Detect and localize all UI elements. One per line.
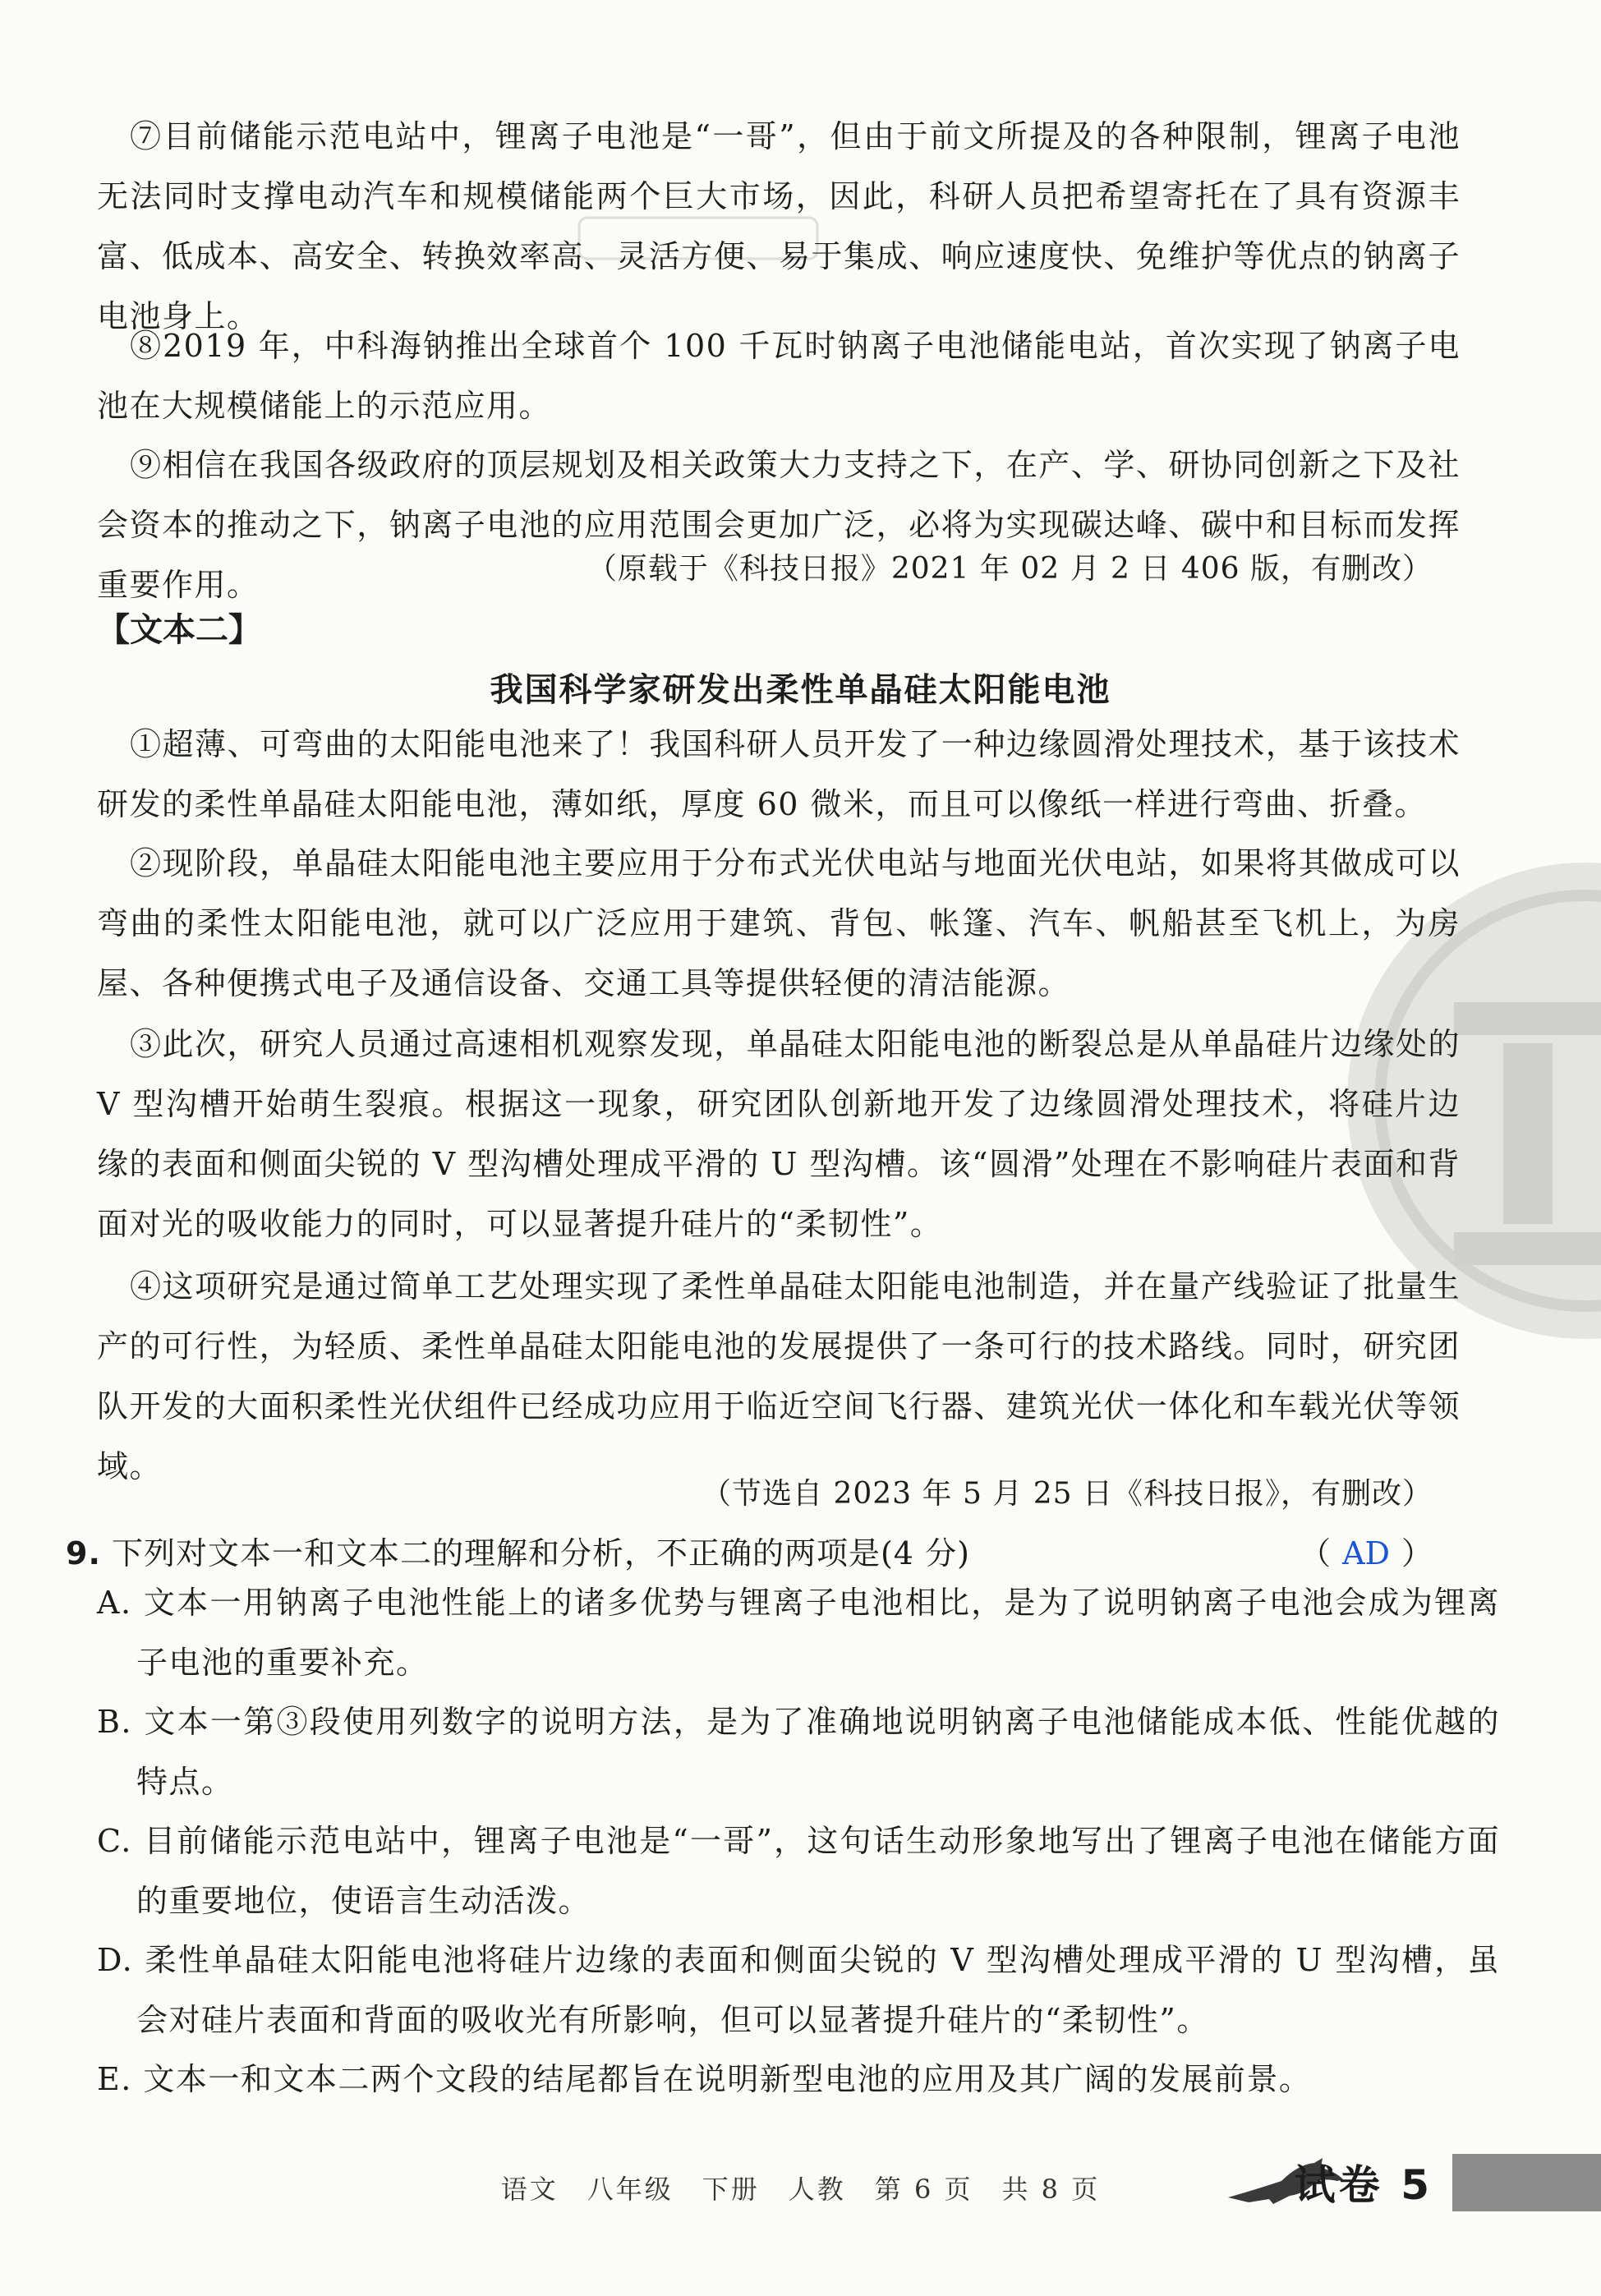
paragraph-t2-4: ④这项研究是通过简单工艺处理实现了柔性单晶硅太阳能电池制造，并在量产线验证了批量生产的可行性，为轻质、柔性单晶硅太阳能电池的发展提供了一条可行的技术路线。同时，研究团队开发的大面积柔性光伏组件已经成功应用于临近空间飞行器、建筑光伏一体化和车载光伏等领域。 <box>97 1268 1461 1484</box>
answer-box <box>1300 1528 1433 1573</box>
answer-close: ） <box>1401 1535 1433 1571</box>
paragraph-9: ⑨相信在我国各级政府的顶层规划及相关政策大力支持之下，在产、学、研协同创新之下及社会资本的推动之下，钠离子电池的应用范围会更加广泛，必将为实现碳达峰、碳中和目标而发挥重要作用。 <box>97 447 1461 603</box>
source-citation-2: （节选自 2023 年 5 月 25 日《科技日报》，有删改） <box>702 1477 1433 1511</box>
article-title: 我国科学家研发出柔性单晶硅太阳能电池 <box>490 671 1111 709</box>
page-footer: 语文 八年级 下册 人教 第 6 页 共 8 页 <box>500 2174 1101 2205</box>
paragraph-t2-3: ③此次，研究人员通过高速相机观察发现，单晶硅太阳能电池的断裂总是从单晶硅片边缘处的 V 型沟槽开始萌生裂痕。根据这一现象，研究团队创新地开发了边缘圆滑处理技术，将硅片边缘的表面和侧面尖锐的 V 型沟槽处理成平滑的 U 型沟槽。该“圆滑”处理在不影响硅片表面和背面对光的吸收能力的同时，可以显著提升硅片的“柔韧性”。 <box>97 1026 1461 1242</box>
option-b: B. 文本一第③段使用列数字的说明方法，是为了准确地说明钠离子电池储能成本低、性能优越的特点。 <box>97 1704 1500 1800</box>
question-text: 下列对文本一和文本二的理解和分析，不正确的两项是(4 分) <box>111 1535 970 1571</box>
badge-bar <box>1452 2154 1601 2211</box>
answer-value: AD <box>1342 1535 1390 1571</box>
answer-open: （ <box>1300 1535 1332 1571</box>
question-9 <box>66 1528 1454 1573</box>
paragraph-t2-2: ②现阶段，单晶硅太阳能电池主要应用于分布式光伏电站与地面光伏电站，如果将其做成可以弯曲的柔性太阳能电池，就可以广泛应用于建筑、背包、帐篷、汽车、帆船甚至飞机上，为房屋、各种便携式电子及通信设备、交通工具等提供轻便的清洁能源。 <box>97 845 1461 1001</box>
paragraph-8: ⑧2019 年，中科海钠推出全球首个 100 千瓦时钠离子电池储能电站，首次实现了钠离子电池在大规模储能上的示范应用。 <box>97 328 1461 424</box>
source-citation-1: （原载于《科技日报》2021 年 02 月 2 日 406 版，有删改） <box>587 552 1433 586</box>
option-c: C. 目前储能示范电站中，锂离子电池是“一哥”，这句话生动形象地写出了锂离子电池在储能方面的重要地位，使语言生动活泼。 <box>97 1823 1500 1919</box>
option-d: D. 柔性单晶硅太阳能电池将硅片边缘的表面和侧面尖锐的 V 型沟槽处理成平滑的 U 型沟槽，虽会对硅片表面和背面的吸收光有所影响，但可以显著提升硅片的“柔韧性”。 <box>97 1942 1500 2038</box>
paragraph-t2-1: ①超薄、可弯曲的太阳能电池来了！我国科研人员开发了一种边缘圆滑处理技术，基于该技术研发的柔性单晶硅太阳能电池，薄如纸，厚度 60 微米，而且可以像纸一样进行弯曲、折叠。 <box>97 726 1461 822</box>
option-a: A. 文本一用钠离子电池性能上的诸多优势与锂离子电池相比，是为了说明钠离子电池会成为锂离子电池的重要补充。 <box>97 1585 1500 1681</box>
option-e: E. 文本一和文本二两个文段的结尾都旨在说明新型电池的应用及其广阔的发展前景。 <box>97 2061 1312 2097</box>
section-label-text2: 【文本二】 <box>97 611 261 649</box>
paragraph-7: ⑦目前储能示范电站中，锂离子电池是“一哥”，但由于前文所提及的各种限制，锂离子电池无法同时支撑电动汽车和规模储能两个巨大市场，因此，科研人员把希望寄托在了具有资源丰富、低成本、高安全、转换效率高、灵活方便、易于集成、响应速度快、免维护等优点的钠离子电池身上。 <box>97 118 1461 334</box>
exam-badge: 试卷 5 <box>1294 2161 1433 2209</box>
question-number: 9. <box>66 1535 101 1571</box>
